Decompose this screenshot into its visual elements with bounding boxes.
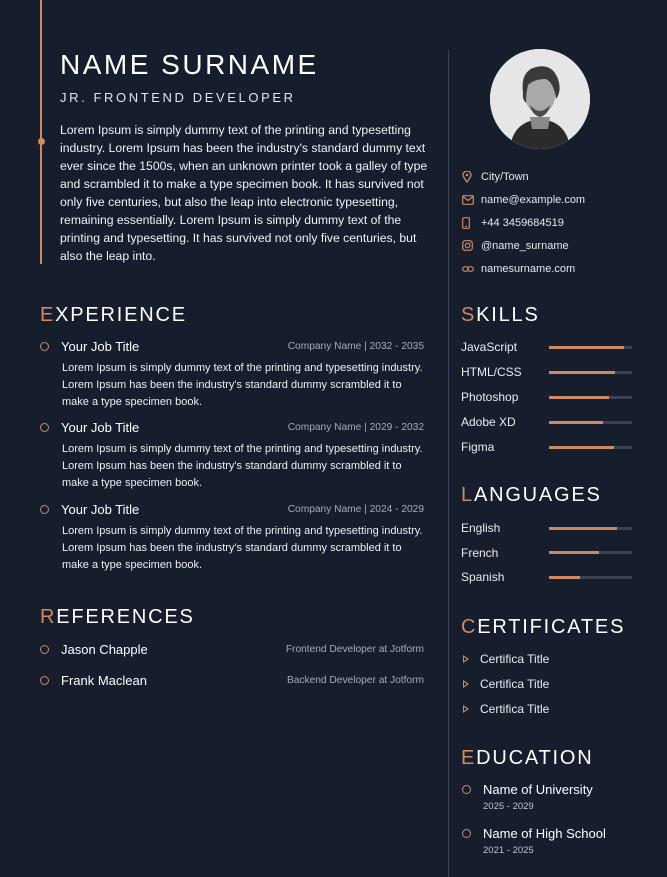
certificate-item — [463, 677, 549, 691]
job-title: Your Job Title — [61, 419, 140, 435]
skill-item-label: Figma — [461, 440, 495, 454]
certificate-item — [463, 702, 549, 716]
skill-item-label: JavaScript — [461, 340, 518, 354]
skill-item-level-fill — [549, 371, 615, 374]
contact-instagram-text[interactable]: @name_surname — [481, 239, 569, 252]
skill-item-level-track — [549, 446, 632, 449]
skill-item-level-fill — [549, 396, 609, 399]
bullet-ring-icon — [462, 829, 471, 838]
contact-email[interactable] — [462, 189, 662, 212]
reference-role: Frontend Developer at Jotform — [285, 643, 424, 655]
skill-item — [461, 440, 632, 454]
bullet-ring-icon — [462, 785, 471, 794]
school-name: Name of University — [483, 781, 593, 797]
experience-item — [40, 419, 424, 492]
skill-item-level-fill — [549, 346, 624, 349]
education-item — [462, 825, 652, 856]
certificate-item — [463, 652, 549, 666]
link-icon — [462, 263, 479, 275]
skill-item — [461, 340, 632, 354]
school-name: Name of High School — [483, 825, 606, 841]
contact-list — [462, 166, 662, 280]
accent-vertical-line — [40, 0, 42, 264]
bullet-ring-icon — [40, 676, 49, 685]
portrait-photo — [490, 49, 590, 149]
certificates-heading: CERTIFICATES — [461, 616, 626, 638]
company-dates: Company Name | 2032 - 2035 — [287, 340, 424, 352]
skill-item — [461, 390, 632, 404]
skill-item-level-track — [549, 346, 632, 349]
company-dates: Company Name | 2024 - 2029 — [287, 503, 424, 515]
contact-email-text[interactable]: name@example.com — [481, 194, 586, 207]
candidate-name: NAME SURNAME — [60, 49, 319, 80]
triangle-bullet-icon — [463, 655, 469, 663]
contact-location — [462, 166, 662, 189]
location-pin-icon — [462, 171, 479, 183]
contact-phone-text[interactable]: +44 3459684519 — [481, 216, 564, 229]
language-item — [461, 521, 632, 535]
experience-item — [40, 501, 424, 574]
contact-website[interactable] — [462, 257, 662, 280]
school-years: 2025 - 2029 — [483, 801, 534, 812]
skills-heading: SKILLS — [461, 304, 540, 326]
column-divider — [448, 50, 449, 877]
skill-item-level-fill — [549, 446, 614, 449]
language-item — [461, 570, 632, 584]
job-description: Lorem Ipsum is simply dummy text of the printing and typesetting industry. Lorem Ipsum has been the industry's standard dummy scrambled it to make a type specimen book. — [62, 362, 423, 408]
company-dates: Company Name | 2029 - 2032 — [287, 421, 424, 433]
contact-phone[interactable] — [462, 212, 662, 235]
job-description: Lorem Ipsum is simply dummy text of the printing and typesetting industry. Lorem Ipsum has been the industry's standard dummy scrambled it to make a type specimen book. — [62, 525, 423, 571]
skill-item-label: Adobe XD — [461, 415, 516, 429]
contact-website-text[interactable]: namesurname.com — [481, 262, 576, 275]
phone-icon — [462, 217, 479, 229]
skill-item — [461, 415, 632, 429]
triangle-bullet-icon — [463, 680, 469, 688]
certificate-title: Certifica Title — [480, 652, 550, 666]
language-item-label: Spanish — [461, 570, 505, 584]
skill-item-level-track — [549, 371, 632, 374]
education-item — [462, 781, 652, 812]
reference-item — [40, 672, 424, 688]
skill-item-level-track — [549, 396, 632, 399]
skill-item-label: Photoshop — [461, 390, 519, 404]
accent-dot — [38, 138, 45, 145]
language-item — [461, 546, 632, 560]
contact-location-text: City/Town — [481, 171, 529, 184]
reference-item — [40, 641, 424, 657]
school-years: 2021 - 2025 — [483, 845, 534, 856]
job-title: Your Job Title — [61, 338, 140, 354]
certificate-title: Certifica Title — [480, 702, 550, 716]
bullet-ring-icon — [40, 423, 49, 432]
skill-item — [461, 365, 632, 379]
language-item-level-track — [549, 551, 632, 554]
profile-summary: Lorem Ipsum is simply dummy text of the printing and typesetting industry. Lorem Ipsum has been the industry's standard dummy text ever since the 1500s, when an unknown printer took a galley of type and scrambled it to make a type specimen book. It has survived not only five centuries, but also the leap into electronic typesetting, remaining essentially. Lorem Ipsum is simply dummy text of the printing and typesetting. It has survived not only five centuries, but also the leap into. — [60, 123, 428, 263]
contact-instagram[interactable] — [462, 234, 662, 257]
candidate-role: JR. FRONTEND DEVELOPER — [60, 90, 296, 105]
resume-header — [60, 48, 432, 265]
language-item-label: French — [461, 545, 499, 560]
language-item-level-track — [549, 576, 632, 579]
reference-role: Backend Developer at Jotform — [286, 674, 424, 686]
skill-item-level-fill — [549, 421, 603, 424]
references-heading: REFERENCES — [40, 606, 195, 628]
skill-item-label: HTML/CSS — [461, 365, 522, 379]
reference-name: Frank Maclean — [61, 672, 147, 688]
instagram-icon — [462, 240, 479, 252]
languages-heading: LANGUAGES — [461, 484, 602, 506]
bullet-ring-icon — [40, 505, 49, 514]
envelope-icon — [462, 194, 479, 206]
education-heading: EDUCATION — [461, 747, 594, 769]
reference-name: Jason Chapple — [61, 641, 148, 657]
bullet-ring-icon — [40, 342, 49, 351]
job-title: Your Job Title — [61, 501, 140, 517]
language-item-label: English — [461, 521, 501, 535]
language-item-level-fill — [549, 527, 617, 530]
language-item-level-fill — [549, 576, 580, 579]
experience-item — [40, 338, 424, 411]
skill-item-level-track — [549, 421, 632, 424]
language-item-level-track — [549, 527, 632, 530]
job-description: Lorem Ipsum is simply dummy text of the printing and typesetting industry. Lorem Ipsum has been the industry's standard dummy scrambled it to make a type specimen book. — [62, 443, 423, 489]
avatar — [490, 49, 590, 149]
bullet-ring-icon — [40, 645, 49, 654]
triangle-bullet-icon — [463, 705, 469, 713]
experience-heading: EXPERIENCE — [40, 304, 187, 326]
certificate-title: Certifica Title — [480, 677, 550, 691]
language-item-level-fill — [549, 551, 599, 554]
